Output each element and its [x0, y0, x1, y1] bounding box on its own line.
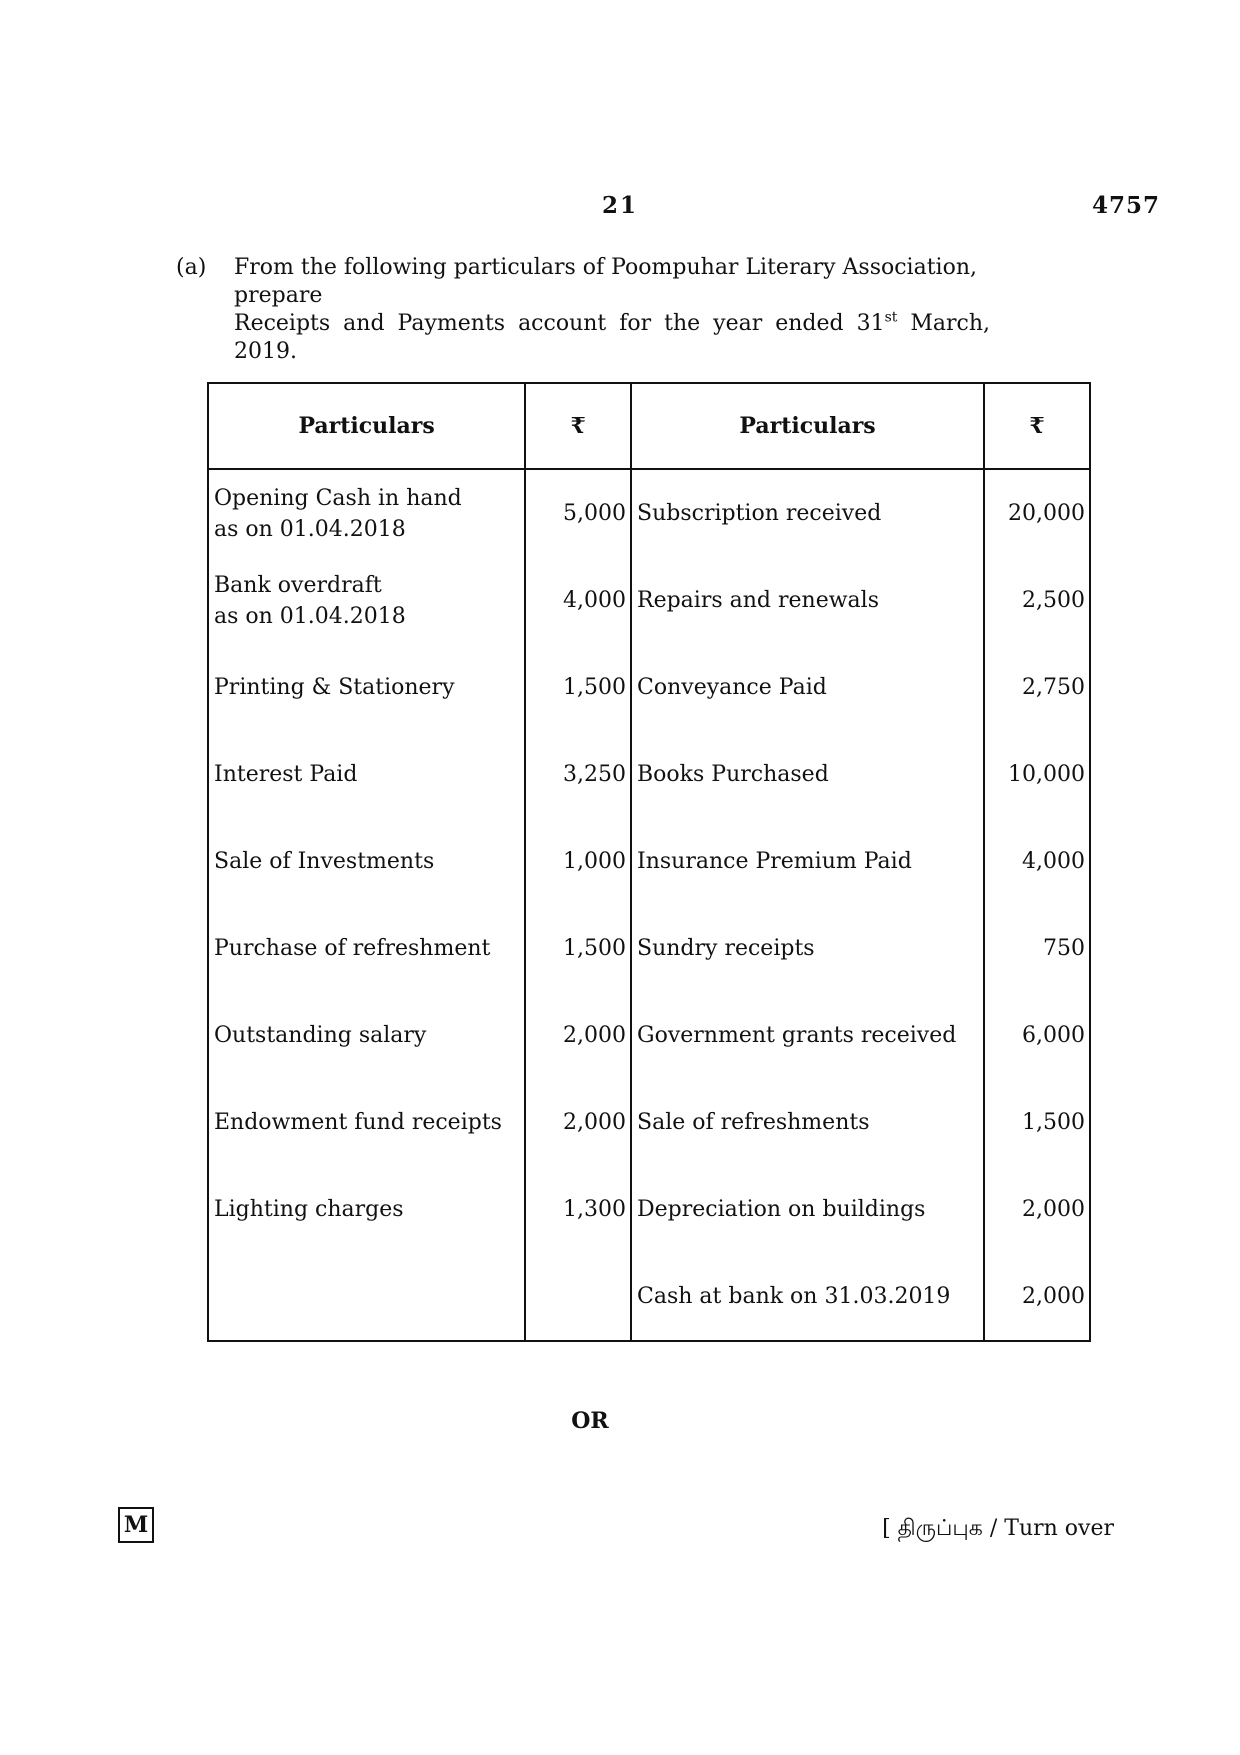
- right-particular: Insurance Premium Paid: [631, 818, 984, 905]
- right-particular: Depreciation on buildings: [631, 1166, 984, 1253]
- left-particular-line-1: Lighting charges: [214, 1197, 404, 1222]
- table-row: [208, 818, 1090, 905]
- right-amount: 4,000: [984, 818, 1090, 905]
- table-row: [208, 469, 1090, 557]
- table-row: [208, 1079, 1090, 1166]
- table-body: [208, 469, 1090, 1341]
- table-row: [208, 992, 1090, 1079]
- right-amount: 1,500: [984, 1079, 1090, 1166]
- left-amount: [525, 1253, 631, 1341]
- left-particular-line-2: as on 01.04.2018: [214, 603, 406, 629]
- question-text: [234, 254, 1054, 366]
- question-line-2-text: Receipts and Payments account for the year ended 31: [234, 311, 885, 336]
- left-particular: [208, 905, 525, 992]
- particulars-table: [207, 382, 1091, 1342]
- left-amount: 2,000: [525, 992, 631, 1079]
- left-particular: [208, 469, 525, 557]
- table-row: [208, 644, 1090, 731]
- header-particulars-right: Particulars: [631, 383, 984, 469]
- right-amount: 750: [984, 905, 1090, 992]
- table-header-row: [208, 383, 1090, 469]
- left-amount: 2,000: [525, 1079, 631, 1166]
- left-particular: [208, 644, 525, 731]
- left-particular: [208, 1166, 525, 1253]
- table-row: [208, 557, 1090, 644]
- right-amount: 6,000: [984, 992, 1090, 1079]
- right-amount: 2,000: [984, 1166, 1090, 1253]
- paper-code: 4757: [1091, 192, 1160, 219]
- right-amount: 2,750: [984, 644, 1090, 731]
- left-particular: [208, 1079, 525, 1166]
- page-number: 21: [601, 192, 638, 219]
- left-particular-line-1: Outstanding salary: [214, 1023, 427, 1048]
- table-row: [208, 731, 1090, 818]
- left-particular: [208, 557, 525, 644]
- right-particular: Conveyance Paid: [631, 644, 984, 731]
- left-particular-line-1: Opening Cash in hand: [214, 485, 462, 511]
- right-particular: Cash at bank on 31.03.2019: [631, 1253, 984, 1341]
- left-amount: 1,000: [525, 818, 631, 905]
- left-amount: 5,000: [525, 469, 631, 557]
- or-label: OR: [571, 1408, 609, 1434]
- left-particular: [208, 731, 525, 818]
- left-amount: 1,300: [525, 1166, 631, 1253]
- left-particular-line-1: Sale of Investments: [214, 849, 435, 874]
- header-rupee-right: ₹: [984, 383, 1090, 469]
- right-particular: Subscription received: [631, 469, 984, 557]
- left-particular-line-1: Printing & Stationery: [214, 675, 455, 700]
- left-amount: 4,000: [525, 557, 631, 644]
- left-particular-line-1: Purchase of refreshment: [214, 936, 491, 961]
- right-particular: Repairs and renewals: [631, 557, 984, 644]
- right-amount: 2,000: [984, 1253, 1090, 1341]
- question-line-2: [234, 310, 1054, 366]
- left-particular-line-1: Interest Paid: [214, 762, 358, 787]
- left-amount: 1,500: [525, 905, 631, 992]
- left-amount: 3,250: [525, 731, 631, 818]
- right-particular: Government grants received: [631, 992, 984, 1079]
- left-particular: [208, 1253, 525, 1341]
- right-particular: Sale of refreshments: [631, 1079, 984, 1166]
- table-row: [208, 905, 1090, 992]
- left-particular: [208, 992, 525, 1079]
- left-particular-line-2: as on 01.04.2018: [214, 516, 406, 542]
- right-amount: 20,000: [984, 469, 1090, 557]
- left-particular-line-1: Endowment fund receipts: [214, 1110, 502, 1135]
- header-rupee-left: ₹: [525, 383, 631, 469]
- right-amount: 2,500: [984, 557, 1090, 644]
- question-line-1: From the following particulars of Poompuhar Literary Association, prepare: [234, 255, 977, 308]
- medium-mark-box: M: [118, 1507, 154, 1543]
- left-particular-line-1: Bank overdraft: [214, 572, 382, 598]
- left-particular: [208, 818, 525, 905]
- ordinal-suffix: st: [884, 309, 898, 326]
- turn-over-note: [ திருப்புக / Turn over: [882, 1516, 1114, 1541]
- question-line-2-end: March, 2019.: [234, 311, 991, 364]
- right-particular: Sundry receipts: [631, 905, 984, 992]
- right-amount: 10,000: [984, 731, 1090, 818]
- header-particulars-left: Particulars: [208, 383, 525, 469]
- table-row: [208, 1166, 1090, 1253]
- left-amount: 1,500: [525, 644, 631, 731]
- question-label: (a): [176, 255, 207, 280]
- right-particular: Books Purchased: [631, 731, 984, 818]
- question-a: [176, 254, 1076, 366]
- table-row: [208, 1253, 1090, 1341]
